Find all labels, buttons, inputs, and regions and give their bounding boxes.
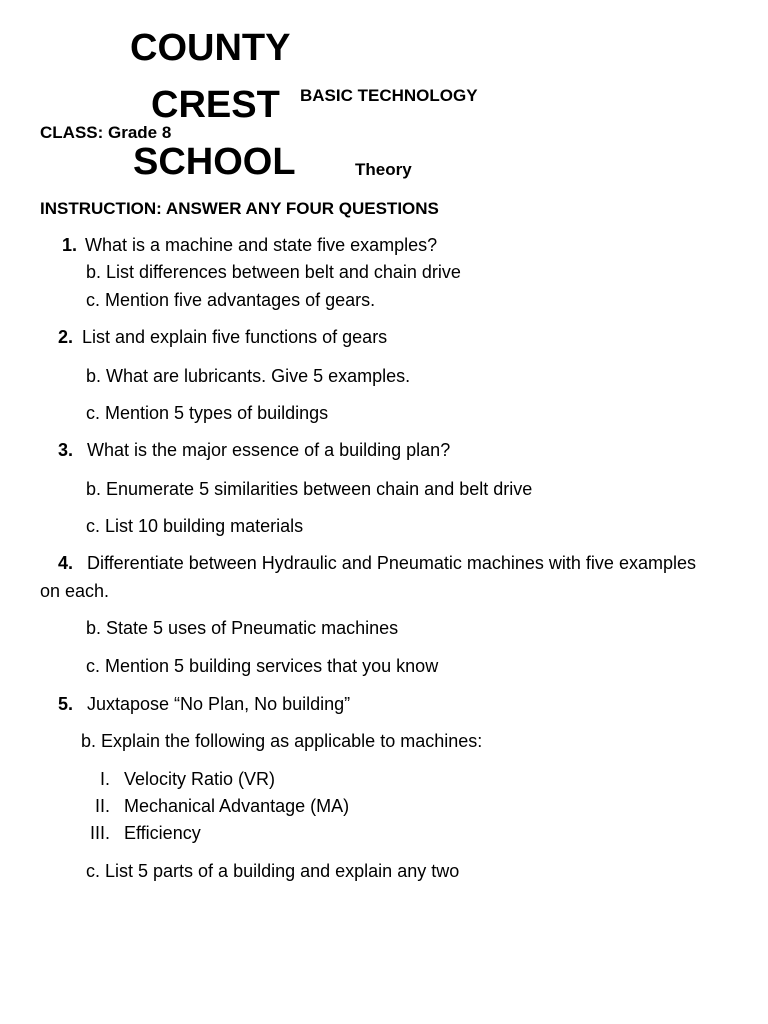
question-2-b: b. What are lubricants. Give 5 examples. — [86, 366, 411, 386]
paper-type: Theory — [355, 160, 412, 179]
sub-item-text: Mechanical Advantage (MA) — [124, 796, 350, 816]
question-1 — [62, 236, 437, 254]
question-number: 2. — [58, 327, 74, 347]
question-text: Juxtapose “No Plan, No building” — [87, 694, 351, 714]
class-label: CLASS: Grade 8 — [40, 123, 172, 142]
sub-item — [80, 797, 349, 815]
school-name-line2: CREST — [151, 84, 280, 126]
question-2 — [58, 328, 387, 346]
sub-item — [80, 770, 275, 788]
sub-item-numeral: III. — [89, 823, 110, 843]
question-3 — [58, 441, 450, 459]
sub-item-text: Efficiency — [124, 823, 201, 843]
sub-item-numeral: II. — [94, 796, 110, 816]
subject-title: BASIC TECHNOLOGY — [300, 86, 478, 105]
question-4-continued: on each. — [40, 581, 110, 601]
question-text: List and explain five functions of gears — [82, 327, 388, 347]
school-name-line3: SCHOOL — [133, 141, 296, 183]
question-4 — [58, 554, 696, 572]
instruction: INSTRUCTION: ANSWER ANY FOUR QUESTIONS — [40, 199, 439, 218]
question-text: What is a machine and state five examples? — [85, 235, 438, 255]
question-number: 4. — [58, 553, 74, 573]
question-4-c: c. Mention 5 building services that you know — [86, 656, 439, 676]
question-number: 1. — [62, 235, 78, 255]
question-4-b: b. State 5 uses of Pneumatic machines — [86, 618, 399, 638]
question-5 — [58, 695, 350, 713]
question-number: 3. — [58, 440, 74, 460]
question-3-b: b. Enumerate 5 similarities between chain and belt drive — [86, 479, 533, 499]
question-5-c: c. List 5 parts of a building and explain any two — [86, 861, 460, 881]
sub-item-text: Velocity Ratio (VR) — [124, 769, 276, 789]
question-text: Differentiate between Hydraulic and Pneumatic machines with five examples — [87, 553, 696, 573]
question-2-c: c. Mention 5 types of buildings — [86, 403, 329, 423]
question-5-b: b. Explain the following as applicable to machines: — [81, 731, 483, 751]
sub-item — [80, 824, 201, 842]
school-name-line1: COUNTY — [130, 27, 291, 69]
question-1-c: c. Mention five advantages of gears. — [86, 290, 376, 310]
sub-item-numeral: I. — [99, 769, 110, 789]
question-number: 5. — [58, 694, 74, 714]
question-3-c: c. List 10 building materials — [86, 516, 304, 536]
question-1-b: b. List differences between belt and chain drive — [86, 262, 461, 282]
question-text: What is the major essence of a building plan? — [87, 440, 451, 460]
